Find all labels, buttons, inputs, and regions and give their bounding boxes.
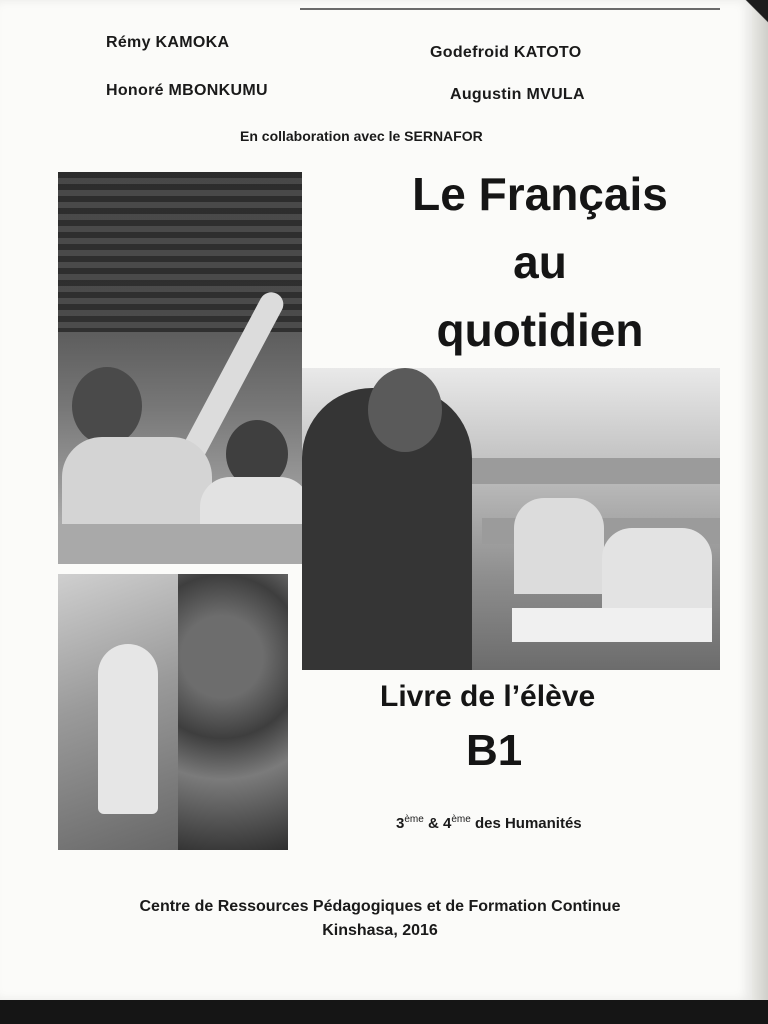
- page-corner: [708, 0, 768, 60]
- title-line-1: Le Français: [412, 168, 668, 220]
- grade-rest: des Humanités: [474, 815, 582, 832]
- grade-num-2: 4: [442, 815, 452, 832]
- photo-students-raising-hand: [58, 172, 302, 564]
- book-title: [330, 160, 750, 364]
- page-edge-bottom: [0, 1000, 768, 1024]
- title-line-2: au: [513, 236, 567, 288]
- author-1: Rémy KAMOKA: [106, 34, 230, 51]
- book-level: B1: [466, 726, 523, 775]
- collaboration-note: En collaboration avec le SERNAFOR: [240, 128, 483, 144]
- author-4: Augustin MVULA: [450, 86, 585, 103]
- grade-sup-2: ème: [451, 814, 471, 825]
- title-line-3: quotidien: [436, 304, 644, 356]
- grade-num-1: 3: [396, 815, 405, 832]
- top-rule: [300, 8, 720, 10]
- publisher-name: Centre de Ressources Pédagogiques et de Formation Continue: [139, 898, 621, 915]
- book-subtitle: Livre de l’élève: [380, 680, 596, 713]
- author-3: Honoré MBONKUMU: [106, 82, 268, 99]
- publisher-block: [40, 895, 720, 943]
- author-2: Godefroid KATOTO: [430, 44, 582, 61]
- grade-sup-1: ème: [404, 814, 424, 825]
- page-edge-right: [752, 0, 768, 1000]
- photo-classroom-teacher: [302, 368, 720, 670]
- grade-level: [396, 814, 582, 832]
- grade-conj: &: [427, 815, 439, 832]
- publisher-place-year: Kinshasa, 2016: [322, 922, 438, 939]
- photo-outdoor-figure: [58, 574, 288, 850]
